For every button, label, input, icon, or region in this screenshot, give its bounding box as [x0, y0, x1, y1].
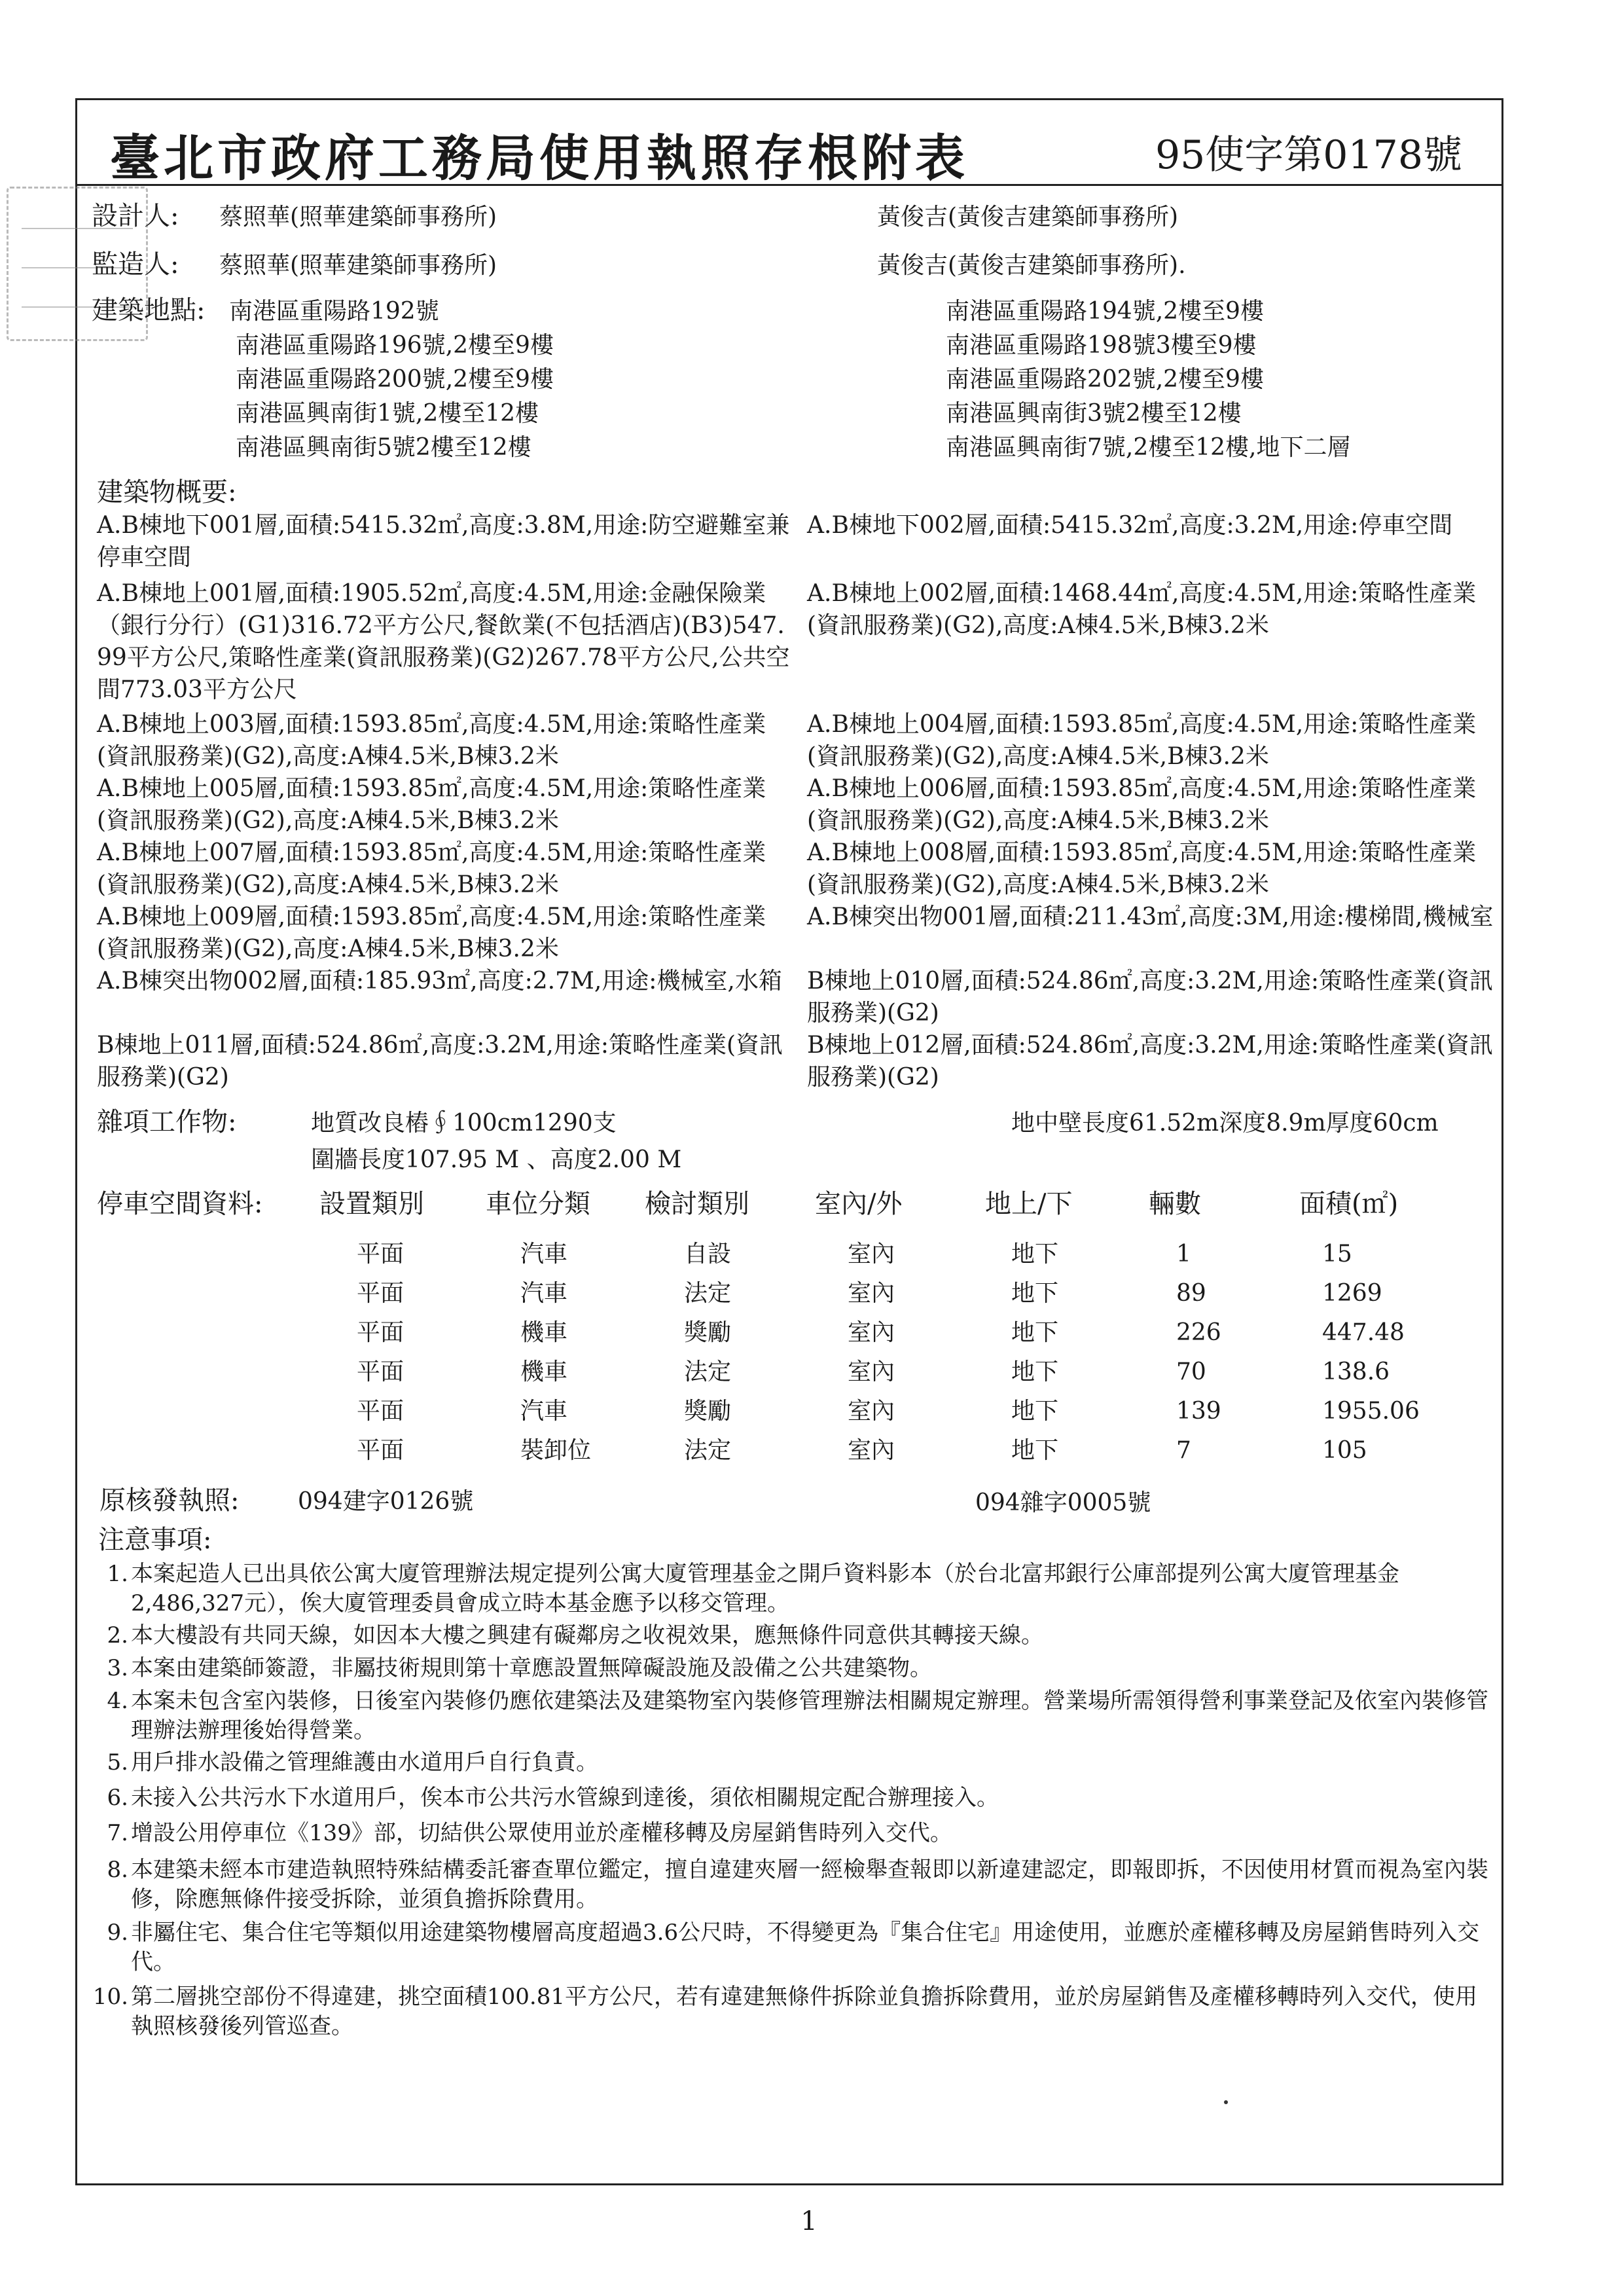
parking-cell: 105	[1322, 1437, 1367, 1464]
note-item: 3. 本案由建築師簽證，非屬技術規則第十章應設置無障礙設施及設備之公共建築物。	[107, 1655, 932, 1681]
parking-cell: 室內	[848, 1437, 895, 1464]
notes-label: 注意事項:	[98, 1525, 212, 1555]
overview-row7-left: B棟地上011層,面積:524.86㎡,高度:3.2M,用途:策略性產業(資訊服務業)(G2)	[97, 1032, 783, 1091]
original-permit-left: 094建字0126號	[298, 1488, 474, 1515]
parking-cell: 汽車	[520, 1398, 568, 1425]
overview-row3-right: A.B棟地上006層,面積:1593.85㎡,高度:4.5M,用途:策略性產業(資訊服務業)(G2),高度:A棟4.5米,B棟3.2米	[807, 775, 1477, 834]
parking-cell: 獎勵	[684, 1319, 732, 1346]
parking-cell: 70	[1176, 1358, 1206, 1385]
note-item: 1. 本案起造人已出具依公寓大廈管理辦法規定提列公寓大廈管理基金之開戶資料影本（於台北富邦銀行公庫部提列公寓大廈管理基金2,486,327元），俟大廈管理委員會成立時本基金應予以移交管理。	[107, 1561, 1399, 1616]
parking-header-type: 設置類別	[319, 1189, 424, 1219]
note-item: 2. 本大樓設有共同天線，如因本大樓之興建有礙鄰房之收視效果，應無條件同意供其轉接天線。	[107, 1622, 1043, 1649]
overview-row0-right: A.B棟地下002層,面積:5415.32㎡,高度:3.2M,用途:停車空間	[807, 512, 1453, 539]
parking-header-area: 面積(㎡)	[1299, 1189, 1399, 1219]
parking-cell: 獎勵	[684, 1398, 732, 1425]
parking-cell: 平面	[357, 1280, 404, 1307]
site-right-0: 南港區重陽路194號,2樓至9樓	[946, 298, 1264, 325]
parking-cell: 138.6	[1322, 1358, 1390, 1385]
overview-row0-left: A.B棟地下001層,面積:5415.32㎡,高度:3.8M,用途:防空避難室兼停車空間	[97, 512, 790, 571]
supervisor-left: 蔡照華(照華建築師事務所)	[219, 252, 497, 279]
parking-cell: 法定	[684, 1437, 732, 1464]
overview-row4-right: A.B棟地上008層,面積:1593.85㎡,高度:4.5M,用途:策略性產業(資訊服務業)(G2),高度:A棟4.5米,B棟3.2米	[807, 839, 1477, 898]
site-right-1: 南港區重陽路198號3樓至9樓	[946, 332, 1257, 359]
misc-item-2: 地中壁長度61.52m深度8.9m厚度60cm	[1011, 1110, 1439, 1137]
overview-row2-right: A.B棟地上004層,面積:1593.85㎡,高度:4.5M,用途:策略性產業(資訊服務業)(G2),高度:A棟4.5米,B棟3.2米	[807, 711, 1477, 770]
site-left-2: 南港區重陽路200號,2樓至9樓	[236, 366, 554, 393]
site-left-4: 南港區興南街5號2樓至12樓	[236, 434, 531, 461]
overview-row5-right: A.B棟突出物001層,面積:211.43㎡,高度:3M,用途:樓梯間,機械室	[807, 903, 1494, 930]
parking-cell: 226	[1176, 1319, 1221, 1346]
overview-row6-left: A.B棟突出物002層,面積:185.93㎡,高度:2.7M,用途:機械室,水箱	[97, 968, 782, 994]
misc-item-1: 地質改良樁∮100cm1290支	[311, 1110, 617, 1137]
overview-row1-left: A.B棟地上001層,面積:1905.52㎡,高度:4.5M,用途:金融保險業（銀行分行）(G1)316.72平方公尺,餐飲業(不包括酒店)(B3)547.99平方公尺,策略性產業(資訊服務業)(G2)267.78平方公尺,公共空間773.03平方公尺	[97, 580, 790, 703]
parking-cell: 室內	[848, 1319, 895, 1346]
parking-cell: 汽車	[520, 1241, 568, 1267]
overview-row2-left: A.B棟地上003層,面積:1593.85㎡,高度:4.5M,用途:策略性產業(資訊服務業)(G2),高度:A棟4.5米,B棟3.2米	[97, 711, 766, 770]
parking-cell: 平面	[357, 1437, 404, 1464]
site-right-2: 南港區重陽路202號,2樓至9樓	[946, 366, 1264, 393]
parking-cell: 法定	[684, 1358, 732, 1385]
parking-cell: 室內	[848, 1358, 895, 1385]
note-item: 8. 本建築未經本市建造執照特殊結構委託審查單位鑑定，擅自違建夾層一經檢舉查報即以新違建認定，即報即拆，不因使用材質而視為室內裝修，除應無條件接受拆除，並須負擔拆除費用。	[107, 1857, 1488, 1912]
parking-cell: 室內	[848, 1280, 895, 1307]
parking-cell: 7	[1176, 1437, 1191, 1464]
page-number: 1	[800, 2206, 818, 2236]
parking-cell: 機車	[520, 1319, 568, 1346]
overview-row5-left: A.B棟地上009層,面積:1593.85㎡,高度:4.5M,用途:策略性產業(資訊服務業)(G2),高度:A棟4.5米,B棟3.2米	[97, 903, 766, 962]
parking-header-count: 輛數	[1149, 1189, 1201, 1219]
parking-cell: 地下	[1011, 1358, 1059, 1385]
parking-cell: 室內	[848, 1398, 895, 1425]
parking-cell: 平面	[357, 1358, 404, 1385]
parking-cell: 地下	[1011, 1280, 1059, 1307]
overview-row3-left: A.B棟地上005層,面積:1593.85㎡,高度:4.5M,用途:策略性產業(資訊服務業)(G2),高度:A棟4.5米,B棟3.2米	[97, 775, 766, 834]
site-right-4: 南港區興南街7號,2樓至12樓,地下二層	[946, 434, 1351, 461]
title-row	[77, 100, 1501, 186]
parking-label: 停車空間資料:	[97, 1189, 263, 1219]
overview-label: 建築物概要:	[97, 477, 237, 507]
site-left-1: 南港區重陽路196號,2樓至9樓	[236, 332, 554, 359]
note-item: 5. 用戶排水設備之管理維護由水道用戶自行負責。	[107, 1749, 598, 1776]
parking-cell: 平面	[357, 1398, 404, 1425]
note-item: 9. 非屬住宅、集合住宅等類似用途建築物樓層高度超過3.6公尺時，不得變更為『集合住宅』用途使用，並應於產權移轉及房屋銷售時列入交代。	[107, 1920, 1480, 1975]
site-label: 建築地點:	[92, 295, 206, 325]
parking-cell: 15	[1322, 1241, 1352, 1267]
supervisor-right: 黃俊吉(黃俊吉建築師事務所).	[877, 252, 1186, 279]
parking-cell: 平面	[357, 1319, 404, 1346]
note-item: 6. 未接入公共污水下水道用戶，俟本市公共污水管線到達後，須依相關規定配合辦理接入。	[107, 1785, 999, 1811]
parking-cell: 447.48	[1322, 1319, 1405, 1346]
note-item: 7. 增設公用停車位《139》部，切結供公眾使用並於產權移轉及房屋銷售時列入交代。	[107, 1820, 952, 1846]
permit-number: 95使字第0178號	[1155, 132, 1462, 178]
parking-cell: 平面	[357, 1241, 404, 1267]
parking-cell: 機車	[520, 1358, 568, 1385]
designer-left: 蔡照華(照華建築師事務所)	[219, 204, 497, 230]
misc-item-3: 圍牆長度107.95 M 、高度2.00 M	[311, 1146, 682, 1173]
misc-label: 雜項工作物:	[97, 1107, 237, 1137]
parking-cell: 1955.06	[1322, 1398, 1420, 1425]
scan-speck	[1224, 2100, 1228, 2104]
original-permit-right: 094雜字0005號	[975, 1489, 1151, 1516]
parking-cell: 89	[1176, 1280, 1206, 1307]
overview-row6-right: B棟地上010層,面積:524.86㎡,高度:3.2M,用途:策略性產業(資訊服務業)(G2)	[807, 968, 1494, 1027]
parking-cell: 1	[1176, 1241, 1191, 1267]
parking-cell: 自設	[684, 1241, 732, 1267]
original-permit-label: 原核發執照:	[99, 1485, 240, 1516]
site-left-0: 南港區重陽路192號	[229, 298, 439, 325]
supervisor-label: 監造人:	[92, 249, 179, 280]
parking-cell: 地下	[1011, 1241, 1059, 1267]
site-right-3: 南港區興南街3號2樓至12樓	[946, 400, 1242, 427]
designer-label: 設計人:	[92, 201, 179, 231]
parking-cell: 1269	[1322, 1280, 1382, 1307]
parking-cell: 139	[1176, 1398, 1221, 1425]
parking-cell: 室內	[848, 1241, 895, 1267]
document-title: 臺北市政府工務局使用執照存根附表	[110, 129, 969, 187]
overview-row4-left: A.B棟地上007層,面積:1593.85㎡,高度:4.5M,用途:策略性產業(資訊服務業)(G2),高度:A棟4.5米,B棟3.2米	[97, 839, 766, 898]
parking-header-inout: 室內/外	[815, 1189, 903, 1219]
parking-cell: 地下	[1011, 1437, 1059, 1464]
site-left-3: 南港區興南街1號,2樓至12樓	[236, 400, 539, 427]
overview-row1-right: A.B棟地上002層,面積:1468.44㎡,高度:4.5M,用途:策略性產業(資訊服務業)(G2),高度:A棟4.5米,B棟3.2米	[807, 580, 1477, 639]
parking-cell: 法定	[684, 1280, 732, 1307]
parking-cell: 裝卸位	[520, 1437, 592, 1464]
parking-cell: 地下	[1011, 1319, 1059, 1346]
designer-right: 黃俊吉(黃俊吉建築師事務所)	[877, 204, 1179, 230]
parking-header-level: 地上/下	[985, 1189, 1073, 1219]
note-item: 10. 第二層挑空部份不得違建，挑空面積100.81平方公尺，若有違建無條件拆除並負擔拆除費用，並於房屋銷售及產權移轉時列入交代，使用執照核發後列管巡查。	[92, 1984, 1477, 2039]
overview-row7-right: B棟地上012層,面積:524.86㎡,高度:3.2M,用途:策略性產業(資訊服務業)(G2)	[807, 1032, 1494, 1091]
parking-cell: 汽車	[520, 1280, 568, 1307]
note-item: 4. 本案未包含室內裝修，日後室內裝修仍應依建築法及建築物室內裝修管理辦法相關規定辦理。營業場所需領得營利事業登記及依室內裝修管理辦法辦理後始得營業。	[107, 1688, 1488, 1743]
parking-header-class: 車位分類	[486, 1189, 590, 1219]
parking-header-review: 檢討類別	[645, 1189, 749, 1219]
parking-cell: 地下	[1011, 1398, 1059, 1425]
